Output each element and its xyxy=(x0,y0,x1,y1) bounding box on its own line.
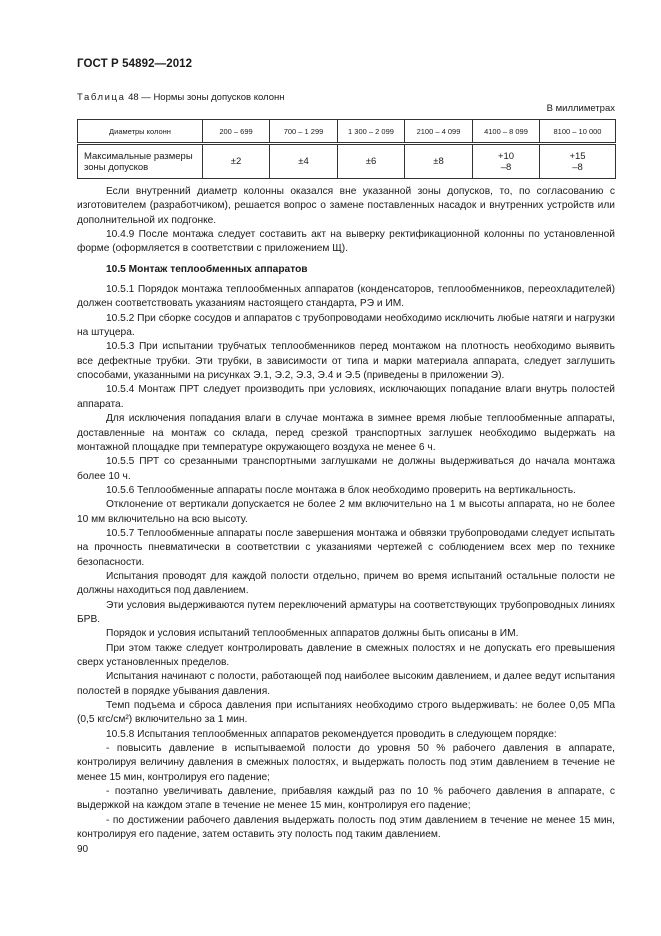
table-header-cell: Диаметры колонн xyxy=(78,120,203,144)
cell-value-top: +15 xyxy=(569,150,586,162)
paragraph: Эти условия выдерживаются путем переключений арматуры на соответствующих трубопроводных линиях БРВ. xyxy=(77,599,615,625)
paragraph: Отклонение от вертикали допускается не более 2 мм включительно на 1 м высоты аппарата, но не более 10 мм включительно на всю высоту. xyxy=(77,499,615,525)
cell-value-bottom: –8 xyxy=(500,161,512,173)
paragraph: Испытания начинают с полости, работающей под наиболее высоким давлением, и далее ведут испытания полостей в порядке убывания давления. xyxy=(77,671,615,697)
table-row xyxy=(78,144,616,179)
table-caption-label: Таблица xyxy=(77,92,126,103)
list-item: - поэтапно увеличивать давление, прибавляя каждый раз по 10 % рабочего давления в аппарате, с выдержкой на каждом этапе в течение не менее 15 мин, контролируя его падение; xyxy=(77,786,615,812)
table-cell xyxy=(405,144,473,179)
table-header-cell: 8100 – 10 000 xyxy=(540,120,616,144)
document-body xyxy=(77,185,615,842)
paragraph: 10.5.4 Монтаж ПРТ следует производить при условиях, исключающих попадание влаги внутрь полостей аппарата. xyxy=(77,384,615,410)
section-heading: 10.5 Монтаж теплообменных аппаратов xyxy=(106,263,308,275)
table-header-cell: 700 – 1 299 xyxy=(270,120,338,144)
paragraph: 10.5.6 Теплообменные аппараты после монтажа в блок необходимо проверить на вертикальность. xyxy=(106,484,576,496)
row-label-line: Максимальные размеры xyxy=(84,150,193,162)
paragraph: 10.4.9 После монтажа следует составить акт на выверку ректификационной колонны по установленной форме (оформляется в соответствии с приложением Щ). xyxy=(77,229,615,255)
cell-value-top: ±6 xyxy=(365,156,377,167)
paragraph: Для исключения попадания влаги в случае монтажа в зимнее время любые теплообменные аппараты, доставленные на монтаж со склада, перед срезкой транспортных заглушек необходимо выдержать на монтажной площадке при температуре окружающего воздуха не менее 6 ч. xyxy=(77,413,615,453)
cell-value-top: +10 xyxy=(497,150,515,162)
table-cell xyxy=(203,144,270,179)
document-header: ГОСТ Р 54892—2012 xyxy=(77,58,193,70)
table-cell xyxy=(338,144,405,179)
paragraph: Темп подъема и сброса давления при испытаниях необходимо строго выдерживать: не более 0,05 МПа (0,5 кгс/см²) включительно за 1 мин. xyxy=(77,700,615,726)
table-cell xyxy=(540,144,616,179)
table-row-label xyxy=(78,144,203,179)
row-label-line: зоны допусков xyxy=(84,161,149,173)
list-item: - по достижении рабочего давления выдержать полость под этим давлением в течение не менее 15 мин, контролируя его падение, затем оставить эту полость под таким давлением. xyxy=(77,814,615,841)
table-header-cell: 4100 – 8 099 xyxy=(473,120,540,144)
table-cell xyxy=(473,144,540,179)
table-units: В миллиметрах xyxy=(546,103,615,114)
table-caption xyxy=(77,92,284,103)
table-header-cell: 2100 – 4 099 xyxy=(405,120,473,144)
paragraph: Если внутренний диаметр колонны оказался вне указанной зоны допусков, то, по согласованию с изготовителем (разработчиком), решается вопрос о замене поставленных насадок и внутренних устройств или дополнительной их подгонке. xyxy=(77,186,615,226)
paragraph: 10.5.5 ПРТ со срезанными транспортными заглушками не должны выдерживаться до начала монтажа более 10 ч. xyxy=(77,456,615,482)
table-caption-title: 48 — Нормы зоны допусков колонн xyxy=(125,92,285,103)
paragraph: Испытания проводят для каждой полости отдельно, причем во время испытаний остальные полости не должны находиться под давлением. xyxy=(77,570,615,597)
paragraph: 10.5.7 Теплообменные аппараты после завершения монтажа и обвязки трубопроводами следует испытать на прочность пневматически в соответствии с указаниями чертежей с соблюдением всех мер по технике безопасности. xyxy=(77,527,615,568)
paragraph: Порядок и условия испытаний теплообменных аппаратов должны быть описаны в ИМ. xyxy=(106,628,519,640)
table-header-cell: 200 – 699 xyxy=(203,120,270,144)
page-number: 90 xyxy=(77,844,89,855)
cell-value-top: ±4 xyxy=(298,156,309,167)
cell-value-top: ±8 xyxy=(433,156,444,167)
table-header-row xyxy=(78,120,616,144)
cell-value-top: ±2 xyxy=(230,156,242,167)
list-item: - повысить давление в испытываемой полости до уровня 50 % рабочего давления в аппарате, контролируя величину давления в смежных полостях, и выдержать полость под этим давлением в течение не менее 15 мин, контролируя его падение; xyxy=(77,743,615,783)
cell-value-bottom: –8 xyxy=(572,161,583,173)
table-header-cell: 1 300 – 2 099 xyxy=(338,120,405,144)
tolerance-table xyxy=(77,119,616,179)
paragraph: 10.5.3 При испытании трубчатых теплообменников перед монтажом на плотность необходимо выявить все дефектные трубки. Эти трубки, в зависимости от типа и марки материала аппарата, следует заглушить способами, указанными на рисунках Э.1, Э.2, Э.3, Э.4 и Э.5 (приведены в приложении Э). xyxy=(77,341,615,382)
table-cell xyxy=(270,144,338,179)
paragraph: 10.5.8 Испытания теплообменных аппаратов рекомендуется проводить в следующем порядке: xyxy=(106,728,557,740)
paragraph: При этом также следует контролировать давление в смежных полостях и не допускать его превышения сверх установленных пределов. xyxy=(77,642,615,668)
paragraph: 10.5.1 Порядок монтажа теплообменных аппаратов (конденсаторов, теплообменников, переохладителей) должен соответствовать указаниям настоящего стандарта, РЭ и ИМ. xyxy=(77,284,615,310)
paragraph: 10.5.2 При сборке сосудов и аппаратов с трубопроводами необходимо исключить любые натяги и нагрузки на штуцера. xyxy=(77,312,615,339)
